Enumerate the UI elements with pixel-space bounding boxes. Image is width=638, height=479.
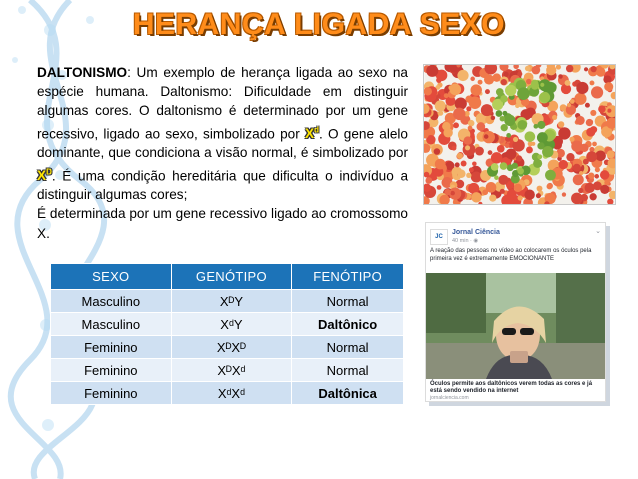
table-header-row [51, 264, 404, 290]
plate-background-dot [531, 142, 535, 146]
plate-background-dot [607, 108, 611, 112]
plate-background-dot [583, 159, 589, 165]
plate-background-dot [604, 180, 609, 185]
plate-background-dot [464, 136, 472, 144]
cell-genotipo: XᴰY [171, 290, 292, 313]
plate-background-dot [468, 120, 475, 127]
plate-figure-dot [500, 162, 508, 170]
post-link-domain: jornalciencia.com [430, 395, 469, 401]
plate-background-dot [457, 169, 465, 177]
plate-background-dot [461, 161, 467, 167]
plate-background-dot [600, 170, 609, 179]
plate-background-dot [559, 160, 568, 169]
slide-title: HERANÇA LIGADA SEXO [132, 8, 506, 41]
plate-background-dot [485, 89, 490, 94]
table-row [51, 359, 404, 382]
plate-figure-dot [537, 121, 545, 129]
plate-background-dot [589, 193, 596, 200]
plate-background-dot [475, 147, 484, 156]
plate-background-dot [514, 184, 522, 192]
header-fenotipo: FENÓTIPO [292, 264, 404, 290]
table-row [51, 290, 404, 313]
plate-background-dot [592, 142, 597, 147]
cell-sexo: Masculino [51, 290, 172, 313]
ishihara-plate-image [423, 64, 616, 205]
plate-background-dot [434, 148, 441, 155]
plate-background-dot [565, 80, 571, 86]
plate-background-dot [585, 183, 595, 193]
plate-background-dot [491, 116, 496, 121]
plate-figure-dot [496, 110, 503, 117]
plate-background-dot [558, 74, 563, 79]
text-part1: : Um exemplo de herança ligada ao sexo na espécie humana. Daltonismo: Dificuldade em distinguir algumas cores. O daltonismo é determinado por um gene recessivo, ligado ao sexo, simbolizado por [37, 65, 408, 142]
cell-fenotipo: Daltônico [292, 313, 404, 336]
plate-background-dot [465, 145, 470, 150]
cell-genotipo: XᵈXᵈ [171, 382, 292, 405]
plate-background-dot [600, 185, 609, 194]
plate-background-dot [515, 104, 520, 109]
plate-background-dot [573, 164, 581, 172]
plate-figure-dot [501, 124, 508, 131]
plate-background-dot [547, 183, 553, 189]
plate-background-dot [455, 162, 460, 167]
plate-figure-dot [504, 115, 515, 126]
plate-background-dot [501, 79, 507, 85]
cell-sexo: Masculino [51, 313, 172, 336]
plate-background-dot [526, 79, 532, 85]
plate-background-dot [477, 122, 486, 131]
plate-background-dot [457, 70, 468, 81]
cell-sexo: Feminino [51, 336, 172, 359]
plate-background-dot [471, 84, 482, 95]
plate-background-dot [591, 86, 603, 98]
page-name-link[interactable]: Jornal Ciência [452, 229, 500, 236]
cell-fenotipo: Normal [292, 290, 404, 313]
plate-background-dot [537, 186, 543, 192]
table-row [51, 382, 404, 405]
plate-background-dot [569, 137, 574, 142]
plate-background-dot [604, 82, 613, 91]
plate-background-dot [471, 171, 482, 182]
plate-background-dot [469, 96, 482, 109]
plate-background-dot [439, 195, 449, 205]
plate-background-dot [472, 162, 477, 167]
plate-background-dot [466, 173, 471, 178]
plate-background-dot [525, 66, 530, 71]
plate-background-dot [505, 143, 510, 148]
plate-figure-dot [496, 88, 504, 96]
plate-background-dot [586, 128, 595, 137]
plate-background-dot [437, 185, 442, 190]
cell-fenotipo: Normal [292, 359, 404, 382]
plate-background-dot [595, 167, 600, 172]
plate-figure-dot [491, 163, 499, 171]
plate-background-dot [590, 110, 596, 116]
plate-background-dot [590, 66, 596, 72]
cell-genotipo: XᴰXᴰ [171, 336, 292, 359]
plate-background-dot [558, 121, 565, 128]
symbol-recessive: $X^d$ [304, 125, 319, 142]
plate-background-dot [497, 145, 505, 153]
plate-background-dot [450, 191, 455, 196]
plate-figure-dot [502, 111, 507, 116]
cell-fenotipo: Daltônica [292, 382, 404, 405]
plate-background-dot [457, 153, 463, 159]
plate-background-dot [562, 192, 566, 196]
plate-figure-dot [537, 132, 548, 143]
plate-background-dot [566, 153, 574, 161]
symbol-dominant: $X^D$ [37, 167, 52, 184]
plate-figure-dot [517, 87, 530, 100]
plate-background-dot [504, 72, 509, 77]
plate-background-dot [607, 199, 613, 205]
table-row [51, 336, 404, 359]
plate-background-dot [435, 100, 446, 111]
plate-background-dot [585, 103, 590, 108]
plate-background-dot [484, 134, 489, 139]
plate-background-dot [524, 190, 534, 200]
text-part4: É determinada por um gene recessivo ligado ao cromossomo X. [37, 206, 408, 241]
plate-background-dot [571, 193, 583, 205]
post-photo[interactable] [426, 273, 606, 379]
post-timestamp: 40 min · ◉ [452, 238, 479, 244]
plate-figure-dot [517, 168, 524, 175]
explanation-text [37, 63, 408, 243]
header-genotipo: GENÓTIPO [171, 264, 292, 290]
plate-background-dot [573, 174, 584, 185]
plate-background-dot [513, 137, 518, 142]
plate-background-dot [500, 189, 505, 194]
plate-figure-dot [500, 95, 507, 102]
plate-figure-dot [533, 159, 542, 168]
plate-figure-dot [525, 131, 536, 142]
cell-sexo: Feminino [51, 382, 172, 405]
plate-background-dot [567, 103, 571, 107]
genotype-table [50, 263, 404, 405]
cell-genotipo: XᵈY [171, 313, 292, 336]
social-post-card[interactable] [425, 222, 606, 402]
plate-background-dot [453, 122, 459, 128]
plate-background-dot [482, 189, 488, 195]
plate-background-dot [471, 192, 481, 202]
plate-background-dot [518, 195, 523, 200]
cell-genotipo: XᴰXᵈ [171, 359, 292, 382]
post-menu-chevron-icon[interactable]: ⌄ [595, 228, 601, 235]
plate-background-dot [488, 150, 493, 155]
plate-figure-dot [537, 142, 544, 149]
plate-background-dot [570, 99, 575, 104]
plate-background-dot [478, 80, 483, 85]
plate-figure-dot [506, 133, 511, 138]
plate-background-dot [571, 141, 582, 152]
post-text: A reação das pessoas no vídeo ao colocarem os óculos pela primeira vez é extremamente EMOCIONANTE [430, 248, 592, 262]
text-part2: . O gene alelo dominante, que condiciona a visão normal, é simbolizado por [37, 126, 408, 161]
plate-background-dot [552, 115, 557, 120]
plate-background-dot [424, 87, 432, 95]
term-daltonismo: DALTONISMO [37, 65, 128, 80]
text-part3: . É uma condição hereditária que dificulta o indivíduo a distinguir algumas cores; [37, 168, 408, 203]
plate-figure-dot [494, 175, 499, 180]
plate-background-dot [588, 120, 593, 125]
cell-sexo: Feminino [51, 359, 172, 382]
plate-background-dot [443, 128, 452, 137]
plate-background-dot [451, 146, 456, 151]
plate-figure-dot [545, 170, 556, 181]
plate-background-dot [444, 189, 451, 196]
plate-background-dot [598, 105, 605, 112]
header-sexo: SEXO [51, 264, 172, 290]
cell-fenotipo: Normal [292, 336, 404, 359]
plate-figure-dot [500, 116, 506, 122]
plate-background-dot [453, 108, 465, 120]
plate-figure-dot [531, 80, 538, 87]
plate-background-dot [491, 152, 502, 163]
plate-background-dot [588, 173, 595, 180]
plate-background-dot [435, 159, 446, 170]
plate-background-dot [425, 177, 432, 184]
plate-background-dot [578, 188, 583, 193]
plate-background-dot [424, 172, 430, 178]
globe-icon: ◉ [473, 238, 479, 244]
plate-background-dot [469, 167, 474, 172]
plate-background-dot [516, 155, 522, 161]
plate-background-dot [607, 150, 615, 158]
plate-background-dot [589, 80, 594, 85]
plate-background-dot [546, 65, 556, 75]
plate-background-dot [498, 175, 508, 185]
plate-background-dot [526, 146, 533, 153]
plate-figure-dot [505, 85, 516, 96]
plate-figure-dot [545, 82, 556, 93]
plate-background-dot [584, 67, 588, 71]
plate-background-dot [470, 77, 475, 82]
page-avatar[interactable]: JC [430, 229, 448, 245]
plate-background-dot [576, 116, 585, 125]
plate-figure-dot [539, 92, 550, 103]
plate-background-dot [468, 126, 473, 131]
plate-background-dot [574, 93, 586, 105]
plate-background-dot [536, 193, 541, 198]
plate-background-dot [489, 194, 496, 201]
plate-background-dot [450, 84, 462, 96]
post-link-caption[interactable]: Óculos permite aos daltônicos verem todas as cores e já está sendo vendido na internet [430, 381, 593, 394]
table-row [51, 313, 404, 336]
plate-background-dot [556, 65, 561, 70]
plate-figure-dot [537, 154, 542, 159]
plate-figure-dot [540, 83, 544, 87]
plate-background-dot [576, 82, 588, 94]
plate-background-dot [423, 184, 431, 192]
plate-background-dot [596, 67, 605, 76]
plate-figure-dot [517, 120, 527, 130]
plate-background-dot [595, 174, 600, 179]
plate-figure-dot [512, 163, 518, 169]
plate-background-dot [566, 65, 573, 72]
plate-background-dot [426, 65, 438, 77]
plate-background-dot [481, 104, 493, 116]
